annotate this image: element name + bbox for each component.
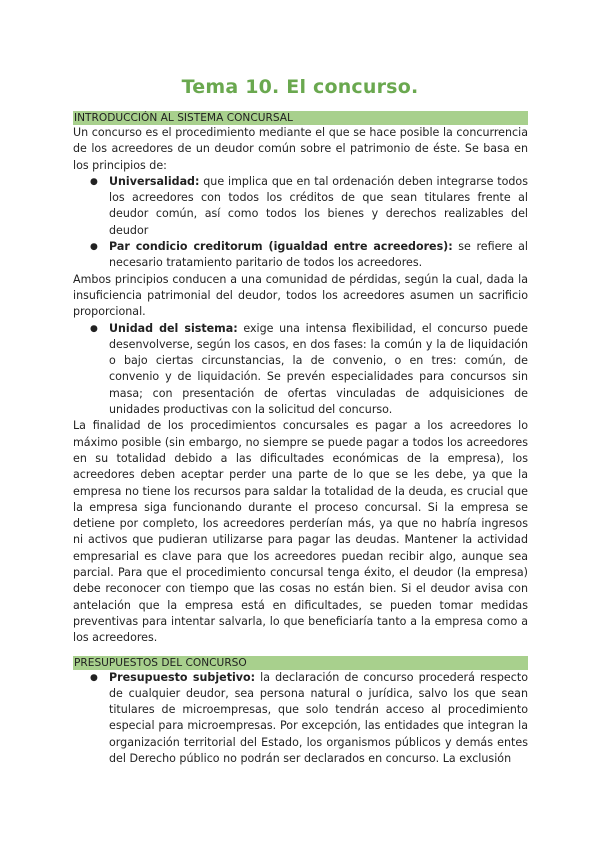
document-body [73, 111, 528, 767]
list-item-par-condicio [90, 239, 528, 272]
paragraph-comunidad-perdidas: Ambos principios conducen a una comunidad de pérdidas, según la cual, dada la insuficiencia patrimonial del deudor, todos los acreedores asumen un sacrificio proporcional. [73, 272, 528, 319]
list-item-unidad-sistema [90, 321, 528, 419]
principles-list [73, 174, 528, 272]
bullet-icon: ● [90, 176, 98, 187]
bullet-icon: ● [90, 323, 98, 334]
bullet-icon: ● [90, 242, 98, 253]
term-universalidad: Universalidad: [109, 174, 200, 188]
text-par-condicio: se refiere al necesario tratamiento paritario de todos los acreedores. [109, 240, 528, 270]
paragraph-finalidad: La finalidad de los procedimientos concursales es pagar a los acreedores lo máximo posible (sin embargo, no siempre se puede pagar a todos los acreedores en su totalidad debido a las dificultades económicas de la empresa), los acreedores deben aceptar perder una parte de lo que se les debe, ya que la empresa no tiene los recursos para saldar la totalidad de la deuda, es crucial que la empresa siga funcionando durante el proceso concursal. Si la empresa se detiene por completo, los acreedores perderían más, ya que no habría ingresos ni activos que pudieran utilizarse para pagar las deudas. Mantener la actividad empresarial es clave para que los acreedores puedan recibir algo, aunque sea parcial. Para que el procedimiento concursal tenga éxito, el deudor (la empresa) debe reconocer con tiempo que las cosas no están bien. Si el deudor avisa con antelación que la empresa está en dificultades, se pueden tomar medidas preventivas para intentar salvarla, lo que beneficiaría tanto a la empresa como a los acreedores. [73, 419, 528, 645]
term-unidad-sistema: Unidad del sistema: [109, 321, 238, 335]
bullet-icon: ● [90, 672, 98, 683]
text-unidad-sistema: exige una intensa flexibilidad, el concurso puede desenvolverse, según los casos, en dos fases: la común y la de liquidación o bajo ciertas circunstancias, la de convenio, o en tres: común, de convenio y de liquidación. Se prevén especialidades para concursos sin masa; con presentación de ofertas vinculadas de adquisiciones de unidades productivas con la solicitud del concurso. [109, 321, 528, 417]
unity-list [73, 321, 528, 419]
presupuestos-list [73, 670, 528, 768]
term-par-condicio: Par condicio creditorum (igualdad entre acreedores): [109, 240, 453, 254]
text-universalidad: que implica que en tal ordenación deben integrarse todos los acreedores con todos los créditos de que sean titulares frente al deudor común, así como todos los bienes y derechos realizables del deudor [109, 174, 528, 237]
term-presupuesto-subjetivo: Presupuesto subjetivo: [109, 670, 256, 684]
section-heading-presupuestos: PRESUPUESTOS DEL CONCURSO [73, 656, 528, 670]
list-item-universalidad [90, 174, 528, 239]
text-presupuesto-subjetivo: la declaración de concurso procederá respecto de cualquier deudor, sea persona natural o jurídica, salvo los que sean titulares de microempresas, que solo tendrán acceso al procedimiento especial para microempresas. Por excepción, las entidades que integran la organización territorial del Estado, los organismos públicos y demás entes del Derecho público no podrán ser declarados en concurso. La exclusión [109, 670, 528, 765]
section-heading-introduccion: INTRODUCCIÓN AL SISTEMA CONCURSAL [73, 111, 528, 125]
list-item-presupuesto-subjetivo [90, 670, 528, 768]
paragraph-intro: Un concurso es el procedimiento mediante el que se hace posible la concurrencia de los acreedores de un deudor común sobre el patrimonio de éste. Se basa en los principios de: [73, 126, 528, 172]
page-title: Tema 10. El concurso. [181, 76, 419, 98]
